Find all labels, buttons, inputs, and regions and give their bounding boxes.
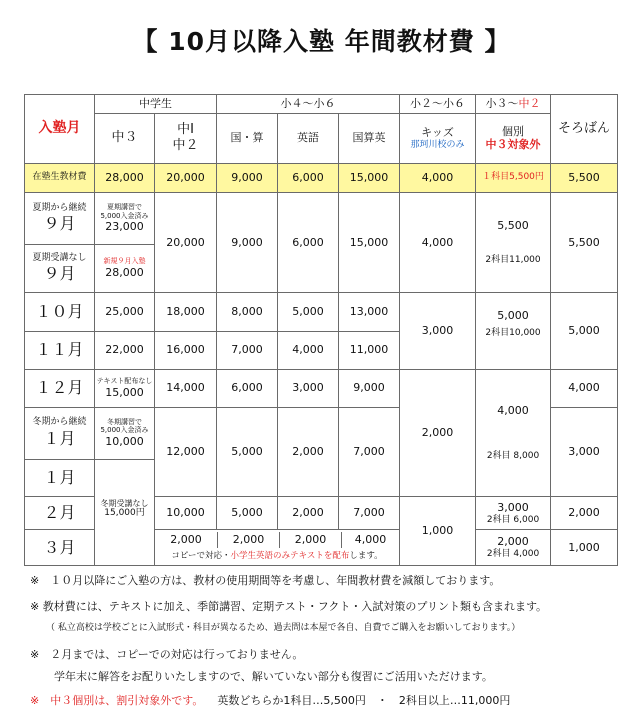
header-kobetsu-label: 個別 <box>502 124 525 138</box>
oct-eigo: 5,000 <box>278 292 339 331</box>
header-kokusanei: 国算英 <box>339 113 400 163</box>
mar-note-b: 小学生英語のみテキストを配布 <box>230 550 350 561</box>
header-chugakusei: 中学生 <box>95 95 217 114</box>
jan-a-chu3-note1: 冬期講習で <box>107 417 142 426</box>
mar-note <box>155 548 399 564</box>
decjan-kobetsu: 4,000 <box>497 403 529 417</box>
dec-chu3: 15,000 <box>105 385 144 399</box>
feb-month: ２月 <box>25 497 95 530</box>
note-4: ※ ２月までは、コピーでの対応は行っておりません。 <box>30 648 304 661</box>
sep-kids: 4,000 <box>400 192 476 292</box>
sep-a-chu3-cell <box>95 192 155 244</box>
sep-a-note: 夏期から継続 <box>32 202 87 213</box>
nov-kokusanei: 11,000 <box>339 331 400 370</box>
jan-a-month-cell <box>25 407 95 459</box>
note-6 <box>30 692 510 708</box>
decjan-kobetsu2: 2科目 8,000 <box>486 451 540 462</box>
zaijuku-kokusan: 9,000 <box>217 163 278 192</box>
oct-kokusanei: 13,000 <box>339 292 400 331</box>
sep-a-month: ９月 <box>43 214 76 234</box>
mar-chu12: 2,000 <box>155 532 218 548</box>
sep-b-chu3-note: 新規９月入塾 <box>103 257 146 266</box>
feb-eigo: 2,000 <box>278 497 339 530</box>
sep-soroban: 5,500 <box>551 192 618 292</box>
zaijuku-label: 在塾生教材費 <box>25 163 95 192</box>
jan-chu12: 12,000 <box>155 407 217 497</box>
febmar-kids: 1,000 <box>400 497 476 566</box>
jan-b-chu3-empty <box>95 459 155 497</box>
zaijuku-chu3: 28,000 <box>95 163 155 192</box>
header-soroban: そろばん <box>551 95 618 164</box>
feb-chu12: 10,000 <box>155 497 217 530</box>
page-title: 【 10月以降入塾 年間教材費 】 <box>132 27 511 56</box>
header-chu12 <box>155 113 217 163</box>
octnov-soroban: 5,000 <box>551 292 618 369</box>
nov-kokusan: 7,000 <box>217 331 278 370</box>
header-kids <box>400 113 476 163</box>
dec-chu12: 14,000 <box>155 370 217 408</box>
header-sho3 <box>476 95 551 114</box>
nov-month: １１月 <box>25 331 95 370</box>
sep-kobetsu-cell <box>476 192 551 292</box>
febmar-chu3: 15,000円 <box>104 508 145 519</box>
mar-subject-cell <box>155 530 400 566</box>
zaijuku-kobetsu: １科目5,500円 <box>476 163 551 192</box>
header-kids-label: キッズ <box>421 125 454 139</box>
sep-b-note: 夏期受講なし <box>32 252 87 263</box>
mar-month: ３月 <box>25 530 95 566</box>
mar-eigo: 2,000 <box>280 532 342 548</box>
header-chu3: 中３ <box>95 113 155 163</box>
octnov-kobetsu-cell <box>476 292 551 369</box>
decjan-kids: 2,000 <box>400 370 476 497</box>
sep-a-chu3-note2: 5,000入金済み <box>100 211 149 220</box>
dec-month: １２月 <box>25 370 95 408</box>
note-1: ※ １０月以降にご入塾の方は、教材の使用期間等を考慮し、年間教材費を減額しております。 <box>30 574 501 587</box>
jan-a-chu3: 10,000 <box>105 434 144 448</box>
zaijuku-chu12: 20,000 <box>155 163 217 192</box>
row-feb <box>25 497 618 530</box>
dec-kokusan: 6,000 <box>217 370 278 408</box>
nov-eigo: 4,000 <box>278 331 339 370</box>
sep-a-month-cell <box>25 192 95 244</box>
mar-note-a: コピーで対応・ <box>171 550 231 561</box>
mar-note-c: します。 <box>349 550 383 561</box>
header-eigo: 英語 <box>278 113 339 163</box>
dec-chu3-cell <box>95 370 155 408</box>
sep-b-month-cell <box>25 245 95 293</box>
sep-chu12: 20,000 <box>155 192 217 292</box>
feb-kobetsu: 3,000 <box>497 500 529 514</box>
row-oct <box>25 292 618 331</box>
dec-kokusanei: 9,000 <box>339 370 400 408</box>
zaijuku-eigo: 6,000 <box>278 163 339 192</box>
jan-a-note: 冬期から継続 <box>32 417 87 428</box>
header-kobetsu <box>476 113 551 163</box>
jan-kokusanei: 7,000 <box>339 407 400 497</box>
octnov-kobetsu: 5,000 <box>497 308 529 322</box>
sep-b-chu3-cell <box>95 245 155 293</box>
header-kokusan: 国・算 <box>217 113 278 163</box>
row-sep-a <box>25 192 618 244</box>
jan-eigo: 2,000 <box>278 407 339 497</box>
jan-b-month: １月 <box>25 459 95 497</box>
jan-a-chu3-cell <box>95 407 155 459</box>
fee-table <box>24 94 618 566</box>
note-6-red: ※ 中３個別は、割引対象外です。 <box>30 694 204 707</box>
febmar-chu3-cell <box>95 497 155 566</box>
febmar-chu3-note: 冬期受講なし <box>100 498 149 508</box>
dec-soroban: 4,000 <box>551 370 618 408</box>
header-sho3-red: 中２ <box>518 97 541 110</box>
header-kobetsu-note: 中３対象外 <box>485 138 541 152</box>
row-dec <box>25 370 618 408</box>
zaijuku-soroban: 5,500 <box>551 163 618 192</box>
zaijuku-kokusanei: 15,000 <box>339 163 400 192</box>
jan-a-month: １月 <box>43 428 76 448</box>
mar-kobetsu: 2,000 <box>497 535 529 549</box>
feb-kobetsu2: 2科目 6,000 <box>486 514 540 525</box>
note-3: （ 私立高校は学校ごとに入試形式・科目が異なるため、過去問は本屋で各自、自費でご購入をお願いしております。） <box>46 623 521 633</box>
sep-kobetsu: 5,500 <box>497 218 529 232</box>
feb-soroban: 2,000 <box>551 497 618 530</box>
jan-a-chu3-note2: 5,000入金済み <box>100 426 149 435</box>
nov-chu12: 16,000 <box>155 331 217 370</box>
header-sho46: 小４～小６ <box>217 95 400 114</box>
dec-eigo: 3,000 <box>278 370 339 408</box>
oct-month: １０月 <box>25 292 95 331</box>
header-sho26: 小２～小６ <box>400 95 476 114</box>
sep-a-chu3-note1: 夏期講習で <box>107 203 142 212</box>
row-zaijuku <box>25 163 618 192</box>
sep-eigo: 6,000 <box>278 192 339 292</box>
header-kids-note: 那珂川校のみ <box>410 139 465 150</box>
jan-kokusan: 5,000 <box>217 407 278 497</box>
feb-kokusanei: 7,000 <box>339 497 400 530</box>
sep-a-chu3: 23,000 <box>105 220 144 233</box>
sep-b-month: ９月 <box>43 264 76 284</box>
nov-chu3: 22,000 <box>95 331 155 370</box>
note-6-rest: 英数どちらか1科目…5,500円 ・ 2科目以上…11,000円 <box>217 694 511 707</box>
sep-b-chu3: 28,000 <box>105 265 144 279</box>
feb-kobetsu-cell <box>476 497 551 530</box>
mar-kokusan: 2,000 <box>218 532 280 548</box>
oct-kokusan: 8,000 <box>217 292 278 331</box>
mar-kokusanei: 4,000 <box>354 532 387 546</box>
oct-chu3: 25,000 <box>95 292 155 331</box>
sep-kokusanei: 15,000 <box>339 192 400 292</box>
jan-soroban: 3,000 <box>551 407 618 497</box>
mar-soroban: 1,000 <box>551 530 618 566</box>
decjan-kobetsu-cell <box>476 370 551 497</box>
sep-kokusan: 9,000 <box>217 192 278 292</box>
note-5: 学年末に解答をお配りいたしますので、解いていない部分も復習にご活用いただけます。 <box>54 670 493 683</box>
feb-kokusan: 5,000 <box>217 497 278 530</box>
octnov-kids: 3,000 <box>400 292 476 369</box>
sep-kobetsu2: 2科目11,000 <box>485 254 541 265</box>
header-chu12-a: 中Ⅰ <box>177 122 194 137</box>
dec-chu3-note: テキスト配布なし <box>96 377 153 386</box>
header-chu12-b: 中２ <box>172 138 199 154</box>
header-nyujuku: 入塾月 <box>25 95 95 164</box>
octnov-kobetsu2: 2科目10,000 <box>485 328 541 339</box>
note-2: ※ 教材費には、テキストに加え、季節講習、定期テスト・フクト・入試対策のプリント類も含まれます。 <box>30 600 548 613</box>
mar-kobetsu2: 2科目 4,000 <box>486 548 540 559</box>
oct-chu12: 18,000 <box>155 292 217 331</box>
mar-kobetsu-cell <box>476 530 551 566</box>
zaijuku-kids: 4,000 <box>400 163 476 192</box>
header-sho3-prefix: 小３～ <box>485 97 519 110</box>
